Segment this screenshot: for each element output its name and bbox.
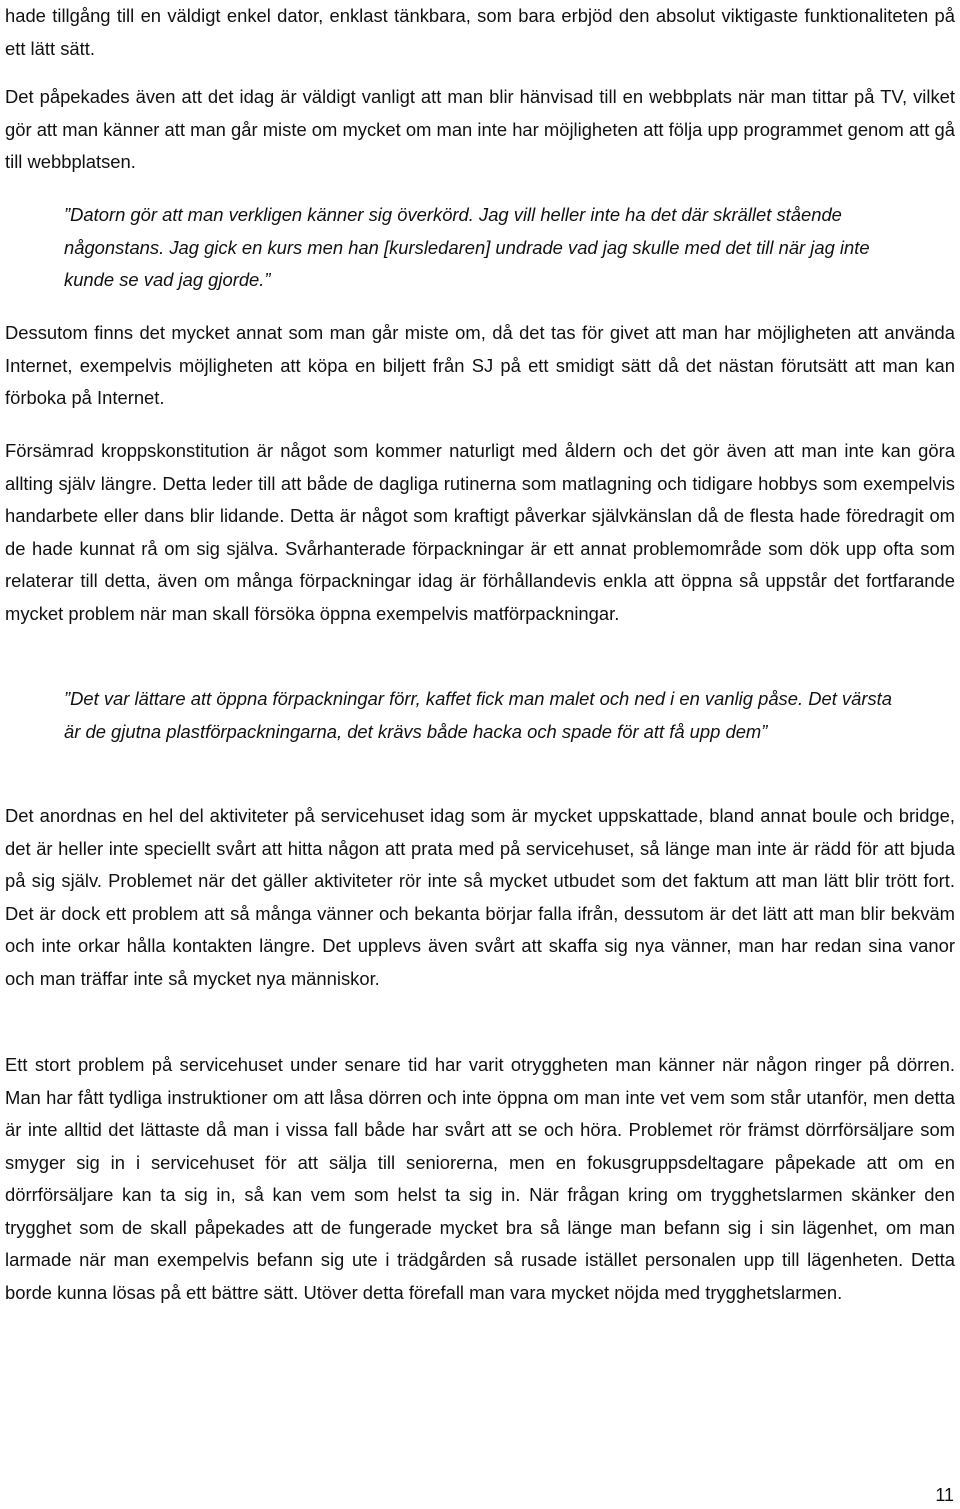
paragraph-dessutom: Dessutom finns det mycket annat som man går miste om, då det tas för givet att man har möjligheten att använda Internet, exempelvis möjligheten att köpa en biljett från SJ på ett smidigt sätt då det nästan förutsätt att man kan förboka på Internet.	[5, 322, 955, 408]
paragraph-continuation: hade tillgång till en väldigt enkel dator, enklast tänkbara, som bara erbjöd den absolut viktigaste funktionaliteten på ett lätt sätt.	[5, 5, 955, 59]
page-number: 11	[935, 1485, 954, 1505]
quote-datorn: ”Datorn gör att man verkligen känner sig överkörd. Jag vill heller inte ha det där skrället stående någonstans. Jag gick en kurs men han [kursledaren] undrade vad jag skulle med det till när jag inte kunde se vad jag gjorde.”	[64, 204, 870, 290]
paragraph-aktiviteter: Det anordnas en hel del aktiviteter på servicehuset idag som är mycket uppskattade, bland annat boule och bridge, det är heller inte speciellt svårt att hitta någon att prata med på servicehuset, så länge man inte är rädd för att bjuda på sig själv. Problemet när det gäller aktiviteter rör inte så mycket utbudet som det faktum att man lätt blir trött fort. Det är dock ett problem att så många vänner och bekanta börjar falla ifrån, dessutom är det lätt att man blir bekväm och inte orkar hålla kontakten längre. Det upplevs även svårt att skaffa sig nya vänner, man har redan sina vanor och man träffar inte så mycket nya människor.	[5, 805, 955, 989]
paragraph-kroppskonstitution: Försämrad kroppskonstitution är något som kommer naturligt med åldern och det gör även att man inte kan göra allting själv längre. Detta leder till att både de dagliga rutinerna som matlagning och tidigare hobbys som exempelvis handarbete eller dans blir lidande. Detta är något som kraftigt påverkar självkänslan då de flesta hade föredragit om de hade kunnat rå om sig själva. Svårhanterade förpackningar är ett annat problemområde som dök upp ofta som relaterar till detta, även om många förpackningar idag är förhållandevis enkla att öppna så uppstår det fortfarande mycket problem när man skall försöka öppna exempelvis matförpackningar.	[5, 440, 955, 624]
paragraph-otrygghet: Ett stort problem på servicehuset under senare tid har varit otryggheten man känner när någon ringer på dörren. Man har fått tydliga instruktioner om att låsa dörren och inte öppna om man inte vet vem som står utanför, men detta är inte alltid det lättaste då man i vissa fall både har svårt att se och höra. Problemet rör främst dörrförsäljare som smyger sig in i servicehuset för att sälja till seniorerna, men en fokusgruppsdeltagare påpekade att om en dörrförsäljare kan ta sig in, så kan vem som helst ta sig in. När frågan kring om trygghetslarmen skänker den trygghet som de skall påpekades att de fungerade mycket bra så länge man befann sig i sin lägenhet, om man larmade när man exempelvis befann sig ute i trädgården så rusade istället personalen upp till lägenheten. Detta borde kunna lösas på ett bättre sätt. Utöver detta förefall man vara mycket nöjda med trygghetslarmen.	[5, 1054, 955, 1303]
paragraph-webbplats: Det påpekades även att det idag är väldigt vanligt att man blir hänvisad till en webbplats när man tittar på TV, vilket gör att man känner att man går miste om mycket om man inte har möjligheten att följa upp programmet genom att gå till webbplatsen.	[5, 86, 955, 172]
quote-forpackningar: ”Det var lättare att öppna förpackningar förr, kaffet fick man malet och ned i en vanlig påse. Det värsta är de gjutna plastförpackningarna, det krävs både hacka och spade för att få upp dem”	[64, 688, 893, 742]
